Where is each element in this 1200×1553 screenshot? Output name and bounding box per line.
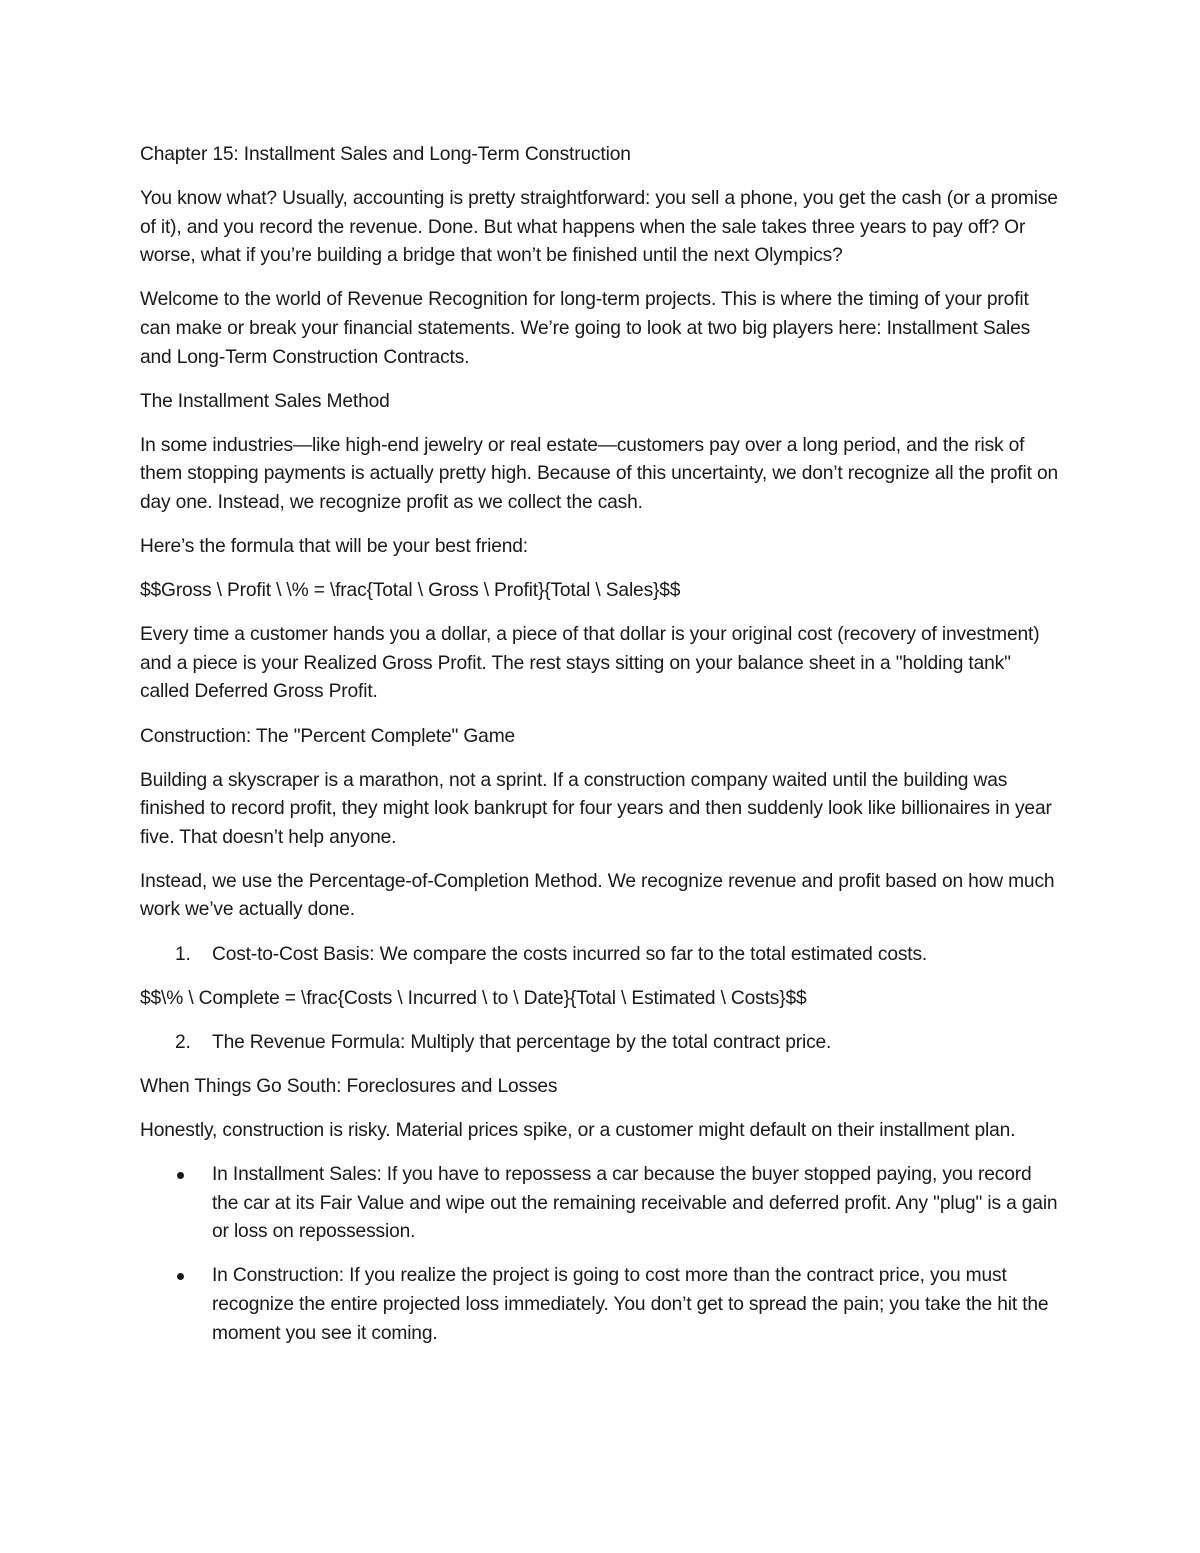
- numbered-list: [140, 941, 1060, 970]
- section-heading-losses: When Things Go South: Foreclosures and Losses: [140, 1075, 558, 1097]
- chapter-title: Chapter 15: Installment Sales and Long-Term Construction: [140, 144, 631, 165]
- intro-paragraph: You know what? Usually, accounting is pretty straightforward: you sell a phone, you get the cash (or a promise of it), and you record the revenue. Done. But what happens when the sale takes three years to pay off? Or worse, what if you’re building a bridge that won’t be finished until the next Olympics?: [140, 188, 1058, 267]
- list-item-text: In Installment Sales: If you have to repossess a car because the buyer stopped paying, you record the car at its Fair Value and wipe out the remaining receivable and deferred profit. Any "plug" is a gain or loss on repossession.: [212, 1164, 1058, 1243]
- bullet-icon: [177, 1172, 184, 1179]
- list-item: [140, 1161, 1060, 1247]
- document-body: [140, 141, 1060, 1364]
- list-item-text: Cost-to-Cost Basis: We compare the costs incurred so far to the total estimated costs.: [212, 943, 928, 965]
- list-item-text: The Revenue Formula: Multiply that percentage by the total contract price.: [212, 1031, 832, 1053]
- body-paragraph: Instead, we use the Percentage-of-Completion Method. We recognize revenue and profit based on how much work we’ve actually done.: [140, 870, 1055, 921]
- numbered-list: [140, 1029, 1060, 1058]
- bullet-icon: [177, 1273, 184, 1280]
- body-paragraph: Honestly, construction is risky. Material prices spike, or a customer might default on their installment plan.: [140, 1119, 1016, 1141]
- body-paragraph: Here’s the formula that will be your best friend:: [140, 536, 528, 558]
- list-number: 2.: [175, 1031, 191, 1053]
- body-paragraph: In some industries—like high-end jewelry or real estate—customers pay over a long period, and the risk of them stopping payments is actually pretty high. Because of this uncertainty, we don’t recognize all the profit on day one. Instead, we recognize profit as we collect the cash.: [140, 434, 1059, 513]
- body-paragraph: Building a skyscraper is a marathon, not a sprint. If a construction company waited until the building was finished to record profit, they might look bankrupt for four years and then suddenly look like billionaires in year five. That doesn’t help anyone.: [140, 769, 1052, 848]
- intro-paragraph: Welcome to the world of Revenue Recognition for long-term projects. This is where the timing of your profit can make or break your financial statements. We’re going to look at two big players here: Installment Sales and Long-Term Construction Contracts.: [140, 289, 1031, 368]
- list-item-text: In Construction: If you realize the project is going to cost more than the contract price, you must recognize the entire projected loss immediately. You don’t get to spread the pain; you take the hit the moment you see it coming.: [212, 1265, 1049, 1344]
- section-heading-construction: Construction: The "Percent Complete" Game: [140, 725, 516, 747]
- list-item: [140, 1029, 1060, 1058]
- list-item: [140, 941, 1060, 970]
- gross-profit-formula: $$Gross \ Profit \ \% = \frac{Total \ Gross \ Profit}{Total \ Sales}$$: [140, 580, 681, 602]
- bullet-list: [140, 1161, 1060, 1348]
- percent-complete-formula: $$\% \ Complete = \frac{Costs \ Incurred \ to \ Date}{Total \ Estimated \ Costs}$$: [140, 987, 807, 1009]
- section-heading-installment: The Installment Sales Method: [140, 390, 390, 412]
- list-item: [140, 1262, 1060, 1348]
- body-paragraph: Every time a customer hands you a dollar, a piece of that dollar is your original cost (recovery of investment) and a piece is your Realized Gross Profit. The rest stays sitting on your balance sheet in a "holding tank" called Deferred Gross Profit.: [140, 624, 1040, 703]
- list-number: 1.: [175, 943, 191, 965]
